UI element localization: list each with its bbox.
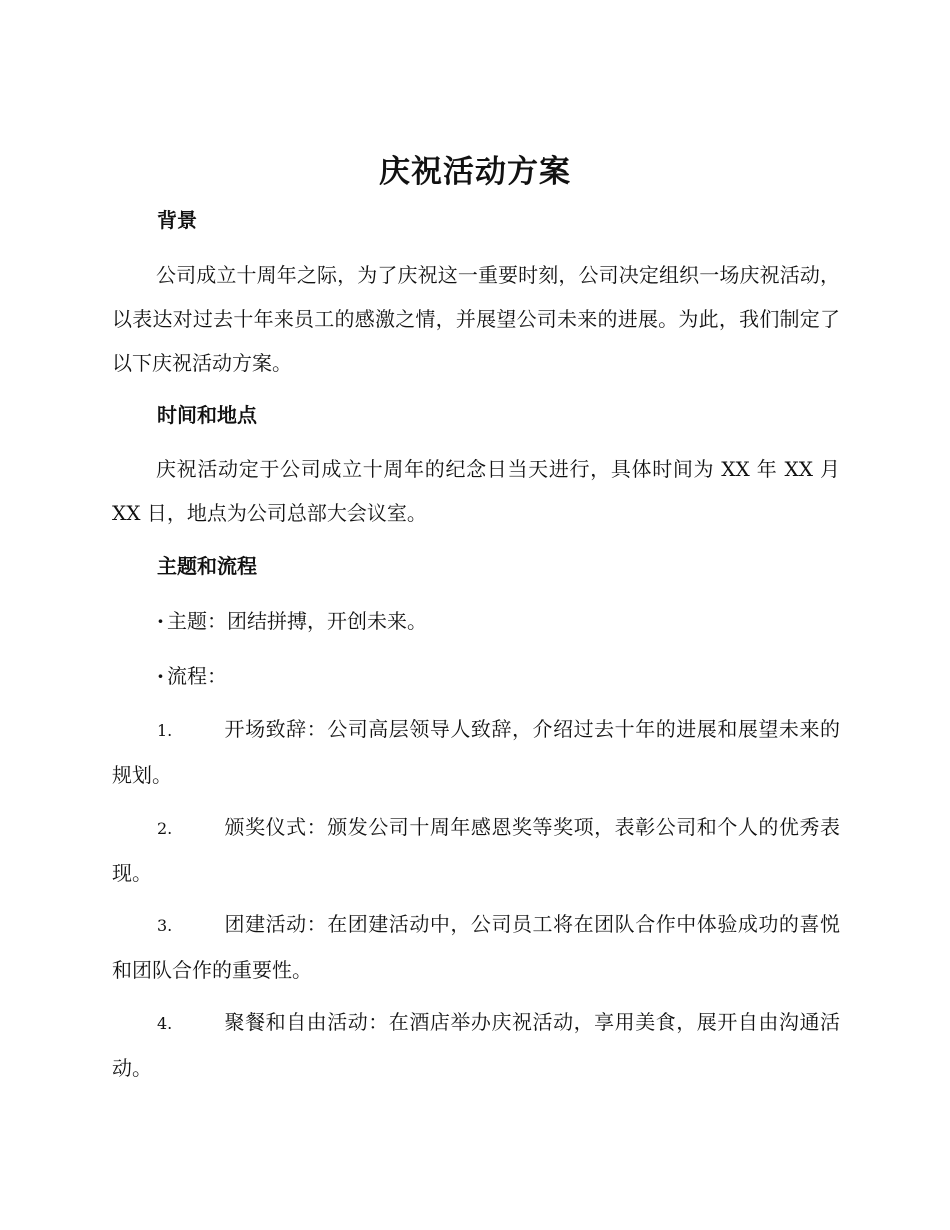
step-text: 团建活动：在团建活动中，公司员工将在团队合作中体验成功的喜悦和团队合作的重要性。 bbox=[112, 912, 840, 982]
heading-theme-flow: 主题和流程 bbox=[157, 554, 257, 578]
step-item-3 bbox=[112, 902, 840, 992]
step-number: 2. bbox=[157, 819, 173, 838]
bullet-text: 流程： bbox=[167, 664, 227, 688]
step-number: 4. bbox=[157, 1014, 173, 1033]
step-text: 颁奖仪式：颁发公司十周年感恩奖等奖项，表彰公司和个人的优秀表现。 bbox=[112, 815, 840, 885]
bullet-theme bbox=[157, 607, 427, 635]
step-item-1 bbox=[112, 707, 840, 797]
step-item-4 bbox=[112, 1000, 840, 1090]
paragraph-time-place: 庆祝活动定于公司成立十周年的纪念日当天进行，具体时间为 XX 年 XX 月 XX 日，地点为公司总部大会议室。 bbox=[112, 457, 840, 525]
heading-background: 背景 bbox=[157, 208, 197, 232]
step-number: 3. bbox=[157, 916, 173, 935]
step-number: 1. bbox=[157, 721, 173, 740]
bullet-text: 主题：团结拼搏，开创未来。 bbox=[167, 609, 427, 633]
bullet-marker: · bbox=[157, 664, 164, 688]
bullet-flow bbox=[157, 662, 227, 690]
heading-time-place: 时间和地点 bbox=[157, 403, 257, 427]
step-text: 聚餐和自由活动：在酒店举办庆祝活动，享用美食，展开自由沟通活动。 bbox=[112, 1010, 840, 1080]
bullet-marker: · bbox=[157, 609, 164, 633]
step-item-2 bbox=[112, 805, 840, 895]
paragraph-background: 公司成立十周年之际，为了庆祝这一重要时刻，公司决定组织一场庆祝活动，以表达对过去十年来员工的感激之情，并展望公司未来的进展。为此，我们制定了以下庆祝活动方案。 bbox=[112, 263, 840, 375]
step-text: 开场致辞：公司高层领导人致辞，介绍过去十年的进展和展望未来的规划。 bbox=[112, 717, 840, 787]
document-title: 庆祝活动方案 bbox=[379, 154, 571, 190]
